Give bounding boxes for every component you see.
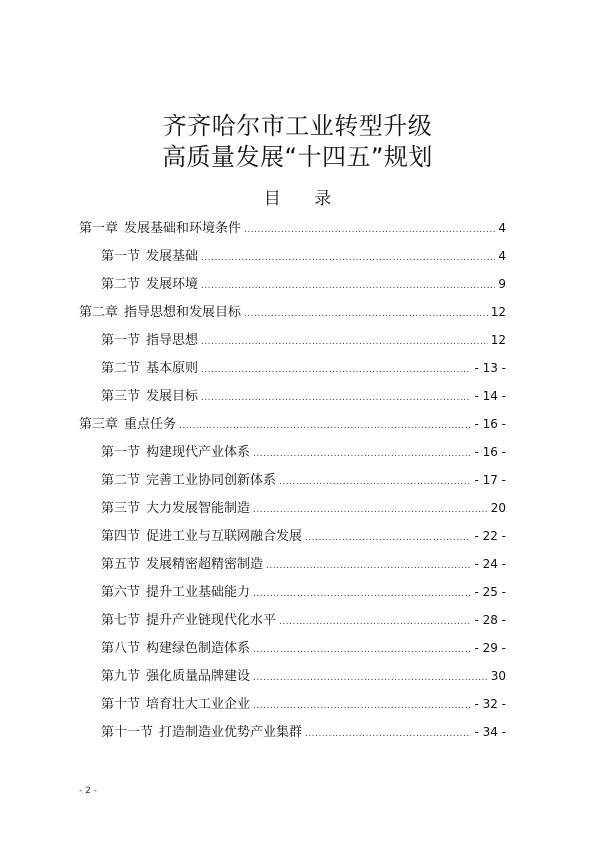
toc-dot-leader [201,356,471,384]
toc-entry-page-number: - 22 - [474,529,506,543]
toc-entry-label: 打造制造业优势产业集群 [159,725,303,740]
toc-entry-number: 第二章 [79,305,119,320]
toc-entry-label: 提升工业基础能力 [146,585,251,600]
toc-section-entry[interactable] [79,438,506,466]
toc-entry-page-number: - 28 - [474,613,506,627]
toc-entry-title [101,663,250,691]
toc-section-entry[interactable] [79,326,506,354]
document-title-line-1: 齐齐哈尔市工业转型升级 [162,112,433,140]
toc-entry-number: 第一节 [101,445,141,460]
toc-entry-title [101,439,250,467]
toc-entry-title [101,243,198,271]
toc-entry-label: 指导思想 [146,333,199,348]
toc-entry-label: 发展环境 [146,277,199,292]
toc-section-entry[interactable] [79,662,506,690]
toc-entry-label: 培育壮大工业企业 [146,697,251,712]
toc-section-entry[interactable] [79,634,506,662]
toc-entry-label: 发展基础和环境条件 [124,221,242,236]
toc-entry-number: 第三章 [79,417,119,432]
toc-dot-leader [266,552,471,580]
toc-dot-leader [253,496,488,524]
toc-dot-leader [244,216,495,244]
toc-dot-leader [305,524,471,552]
toc-section-entry[interactable] [79,270,506,298]
toc-entry-title [101,383,198,411]
toc-entry-number: 第八节 [101,641,141,656]
toc-entry-title [79,411,176,439]
toc-heading: 目 录 [263,189,346,209]
toc-dot-leader [201,328,488,356]
toc-entry-number: 第三节 [101,501,141,516]
toc-dot-leader [253,664,488,692]
toc-entry-label: 构建绿色制造体系 [146,641,251,656]
toc-entry-label: 构建现代产业体系 [146,445,251,460]
toc-entry-page-number: 30 [490,669,506,683]
toc-section-entry[interactable] [79,606,506,634]
toc-entry-title [101,523,302,551]
toc-entry-number: 第二节 [101,277,141,292]
toc-dot-leader [201,272,495,300]
toc-entry-title [101,551,263,579]
toc-entry-label: 提升产业链现代化水平 [146,613,277,628]
toc-dot-leader [253,692,471,720]
toc-entry-title [101,467,276,495]
toc-entry-title [101,327,198,355]
toc-entry-number: 第三节 [101,389,141,404]
toc-entry-label: 指导思想和发展目标 [124,305,242,320]
page-number-footer: - 2 - [79,786,97,796]
toc-entry-page-number: - 16 - [474,445,506,459]
toc-entry-title [79,299,241,327]
toc-entry-page-number: - 13 - [474,361,506,375]
toc-dot-leader [201,244,495,272]
toc-dot-leader [279,468,471,496]
toc-chapter-entry[interactable] [79,410,506,438]
toc-entry-page-number: - 17 - [474,473,506,487]
toc-entry-number: 第一节 [101,249,141,264]
toc-entry-number: 第一章 [79,221,119,236]
toc-entry-page-number: - 14 - [474,389,506,403]
toc-section-entry[interactable] [79,466,506,494]
document-title-line-2: 高质量发展“十四五”规划 [162,143,433,171]
toc-section-entry[interactable] [79,494,506,522]
toc-entry-title [101,719,302,747]
toc-section-entry[interactable] [79,242,506,270]
toc-entry-title [101,607,276,635]
toc-dot-leader [244,300,488,328]
toc-entry-title [101,691,250,719]
toc-dot-leader [253,636,471,664]
toc-dot-leader [253,580,471,608]
toc-entry-page-number: - 32 - [474,697,506,711]
toc-entry-title [101,271,198,299]
toc-entry-label: 基本原则 [146,361,199,376]
table-of-contents [79,214,506,746]
toc-entry-number: 第七节 [101,613,141,628]
toc-section-entry[interactable] [79,578,506,606]
toc-entry-label: 强化质量品牌建设 [146,669,251,684]
toc-entry-label: 发展精密超精密制造 [146,557,264,572]
toc-entry-label: 重点任务 [124,417,177,432]
toc-entry-page-number: - 34 - [474,725,506,739]
toc-entry-page-number: 9 [498,277,506,291]
toc-entry-label: 发展目标 [146,389,199,404]
toc-entry-number: 第二节 [101,473,141,488]
toc-section-entry[interactable] [79,382,506,410]
toc-entry-page-number: - 16 - [474,417,506,431]
toc-chapter-entry[interactable] [79,214,506,242]
toc-entry-title [101,355,198,383]
toc-entry-number: 第九节 [101,669,141,684]
toc-dot-leader [279,608,471,636]
toc-entry-number: 第十节 [101,697,141,712]
toc-entry-page-number: 4 [498,221,506,235]
toc-entry-title [101,495,250,523]
toc-entry-page-number: 20 [490,501,506,515]
toc-dot-leader [305,720,471,748]
toc-entry-number: 第六节 [101,585,141,600]
toc-dot-leader [253,440,471,468]
toc-section-entry[interactable] [79,550,506,578]
toc-section-entry[interactable] [79,354,506,382]
toc-dot-leader [201,384,471,412]
toc-entry-title [101,579,250,607]
toc-entry-label: 发展基础 [146,249,199,264]
toc-entry-title [79,215,241,243]
toc-entry-page-number: 12 [490,333,506,347]
toc-entry-label: 促进工业与互联网融合发展 [146,529,303,544]
toc-entry-page-number: 4 [498,249,506,263]
toc-entry-number: 第五节 [101,557,141,572]
toc-entry-label: 大力发展智能制造 [146,501,251,516]
toc-entry-number: 第二节 [101,361,141,376]
toc-entry-page-number: - 24 - [474,557,506,571]
toc-section-entry[interactable] [79,718,506,746]
toc-entry-title [101,635,250,663]
toc-section-entry[interactable] [79,522,506,550]
toc-entry-page-number: - 29 - [474,641,506,655]
toc-entry-page-number: 12 [490,305,506,319]
toc-entry-page-number: - 25 - [474,585,506,599]
toc-section-entry[interactable] [79,690,506,718]
toc-chapter-entry[interactable] [79,298,506,326]
toc-entry-number: 第四节 [101,529,141,544]
toc-entry-label: 完善工业协同创新体系 [146,473,277,488]
toc-entry-number: 第一节 [101,333,141,348]
toc-entry-number: 第十一节 [101,725,154,740]
toc-dot-leader [179,412,471,440]
